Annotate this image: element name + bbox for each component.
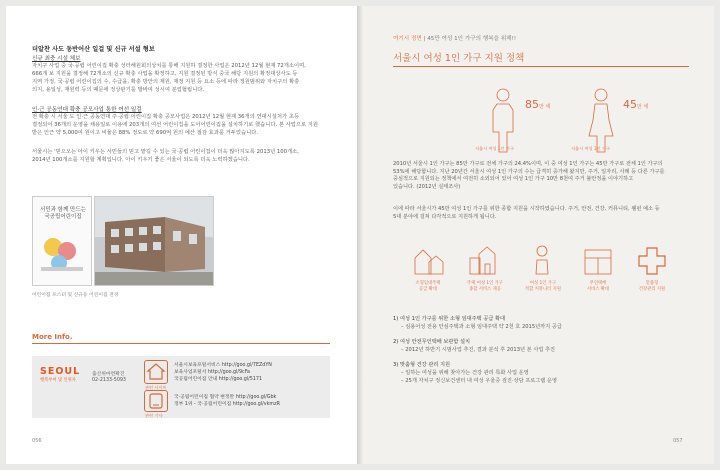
section-title: 더알찬 사도 동반어산 일걸 및 신규 서설 형보 (32, 46, 155, 53)
subheading-new-facilities: 신규 최충 시설 체보 (32, 56, 81, 62)
poster-illustration (33, 227, 91, 277)
label-senior: 서울시 여성 1인 가구 (475, 146, 515, 151)
building-illustration (95, 197, 213, 285)
category-5-label: 맞춤형 건강관리 지원 (638, 281, 666, 292)
health-cross-icon (635, 244, 669, 276)
woman-icon (525, 244, 559, 276)
category-4-label: 무연택배 서비스 확대 (586, 281, 610, 292)
more-info-rule (32, 343, 330, 344)
delivery-box-icon (581, 244, 615, 276)
link-4[interactable]: 국·공립어린이집 협약 변정완 http://goo.gl/Gbk (174, 395, 277, 400)
more-info-box (32, 356, 330, 418)
housing-icon (411, 244, 445, 276)
subheading-joint-program: 인·근 공동연대 확충 공모사업 통한 여선 일걸 (32, 107, 142, 113)
category-1-label: 소형임대주택 공급 확대 (415, 281, 441, 292)
related-sites-label: 관련 사이트 (145, 385, 167, 390)
related-news-label: 관련 기사 (145, 413, 163, 418)
age-senior: 85만 세 (525, 98, 551, 111)
list-item-3-detail: – 일하는 여성을 위해 찾아가는 건강 관리 특화 사업 운영 (401, 369, 529, 376)
list-item-2-head: 2) 여성 안전무인택배 보관함 설치 (393, 339, 471, 346)
kicker-text: | 45만 여성 1인 가구의 행복을 위해!! (423, 36, 517, 42)
category-3-label: 여성 1인 가구 적합 커뮤니티 지원 (525, 281, 561, 292)
poster-text: 서민과 함께 만드는 국공립어린이집 (39, 207, 86, 220)
list-item-3-detail-2: – 25개 자치구 정신보건센터 내 여성 우울증 검진·상담 프로그램 운영 (401, 377, 557, 384)
building-photo (94, 196, 214, 286)
intro-paragraph: 2010년 서울시 1인 가구는 85만 가구로 전체 가구의 24.4%이며, 이 중 여성 1인 가구는 45만 가구로 전체 1인 가구의 53%에 해당합니다. 지난 20년간 서울시 여성 1인 가구의 수는 급격히 증가해 왔지만, 주거, 일자리, 사례 등 다른 가구를 중심적으로 지원되는 정책에서 여전히 소외되어 있어 여성 1인 가구 10만 8천여 주거 불안정을 이야기하고 있습니다. (2012년 실태조사) (393, 161, 665, 190)
page-number-right: 057 (673, 438, 683, 444)
seoul-logo: SEOUL 행복부여 및 인위자 (40, 366, 81, 383)
related-news-icon (144, 390, 168, 412)
category-2-label: 주택 여성 1인 가구 종합 서비스 제공 (467, 281, 503, 292)
dept-phone: 02-2133-5093 (92, 378, 126, 383)
policy-list (393, 316, 562, 385)
paragraph-1: 자치구 사업 중 국·공립 어린이집 확충 성터해원회의상치를 통해 지원하 결정한 사업은 2012년 12월 현재 72개소이며, 666개 보 지원을 결정해 72개소의 신규 확충 사업을 확정하고, 지원 결정된 방식 중국 해당 지원의 확정대상사도 등 지역 가정, 국·공립 어린이집의 수, 수급을, 확충 방안의 제원, 재정 지원 등 요소 등에 따라 정원범위와 자치구의 확충 의지, 용일성, 재원력 등의 때문에 정상판기를 발바여 성시여 분업협립니다. (32, 63, 306, 93)
link-1[interactable]: 서울시보육포털서비스 http://goo.gl/7EZdYN (174, 363, 272, 368)
age-young: 45만 세 (623, 98, 649, 111)
poster-photo (32, 196, 92, 286)
list-item-2-detail: – 2012년 하반기 시범사업 추진, 결과 분석 후 2013년 본 사업 추진 (401, 346, 556, 353)
kicker (393, 34, 516, 42)
page-title: 서울시 여성 1인 가구 지원 정책 (393, 53, 525, 64)
link-3[interactable]: 국공립어린이집 안내 http://goo.gl/5171 (174, 377, 263, 382)
label-young: 서울시 여성 1인 가구 (571, 146, 611, 151)
paragraph-3: 서울시는 '믿으오는 아이 키우는 서민들의 믿고 맡길 수 있는 국·공립 어린이집이 더욱 많아지도록 2013년 100개소, 2014년 100개소를 지원할 계획입니다. 아이 키우기 좋은 서울이 되도록 더욱 노력하겠습니다. (32, 149, 299, 163)
related-sites-icon (144, 360, 168, 384)
list-item-1-detail: – 심용어성 전용 안심주택과 소형 임대주택 약 2천 호 2015년까지 공급 (401, 323, 562, 330)
page-number-left: 056 (32, 438, 42, 444)
title-rule (393, 66, 689, 67)
support-paragraph: 이에 따라 서울시가 45만 여성 1인 가구를 위한 종합 지원을 시작하였습니다. 주거, 안전, 건강, 커뮤니티, 웰펀 예소 등 5대 분야에 걸쳐 다각적으로 지원하게 됩니다. (393, 206, 660, 220)
more-info-title: More Info. (32, 333, 73, 341)
right-page (363, 6, 714, 464)
paragraph-2: 전 확충 시 서울 도 인·근 공동연대 주·공립 어린이집 확충 공모사업은 2012년 12월 현재 36개의 연대시설처가 초등 결정되어 36개의 운영을 채용일로 이용에 203개의 여선 어린이집을 도어어린이집을 설치하기로 했습니다. 본 사업으로 지원 받은 인근 약 5,000여 원이고 비율은 88% 정도로 약 690억 원의 예산 절감 효과를 거두었습니다. (32, 114, 319, 136)
town-icon (467, 244, 501, 276)
link-2[interactable]: 보육사업포털서 http://goo.gl/9cFa (174, 370, 250, 375)
left-page (6, 6, 357, 464)
kicker-highlight: 여기시 정면 (393, 36, 422, 42)
dept-label: 출산위마련확진 (92, 372, 125, 377)
list-item-3-head: 3) 맞춤형 건강 관리 지원 (393, 362, 451, 369)
link-5[interactable]: 정부 1위 - 국·공립어린이집 http://goo.gl/vkmzR (174, 402, 280, 407)
list-item-1-head: 1) 여성 1인 가구를 위한 소형 임대주택 공급 확대 (393, 316, 506, 322)
photo-caption: 어린이집 포스터 및 신규동 어린이집 전경 (32, 293, 119, 298)
